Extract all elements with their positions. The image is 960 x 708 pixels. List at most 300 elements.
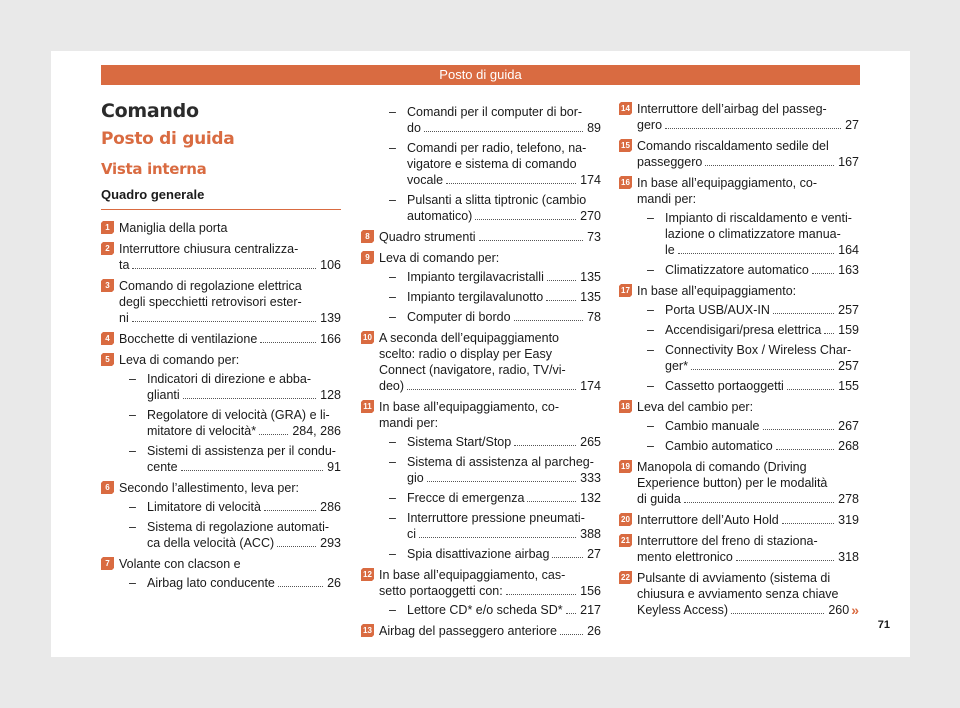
dash-marker: – xyxy=(647,343,654,357)
entry-text: degli specchietti retrovisori ester- xyxy=(119,295,302,309)
dot-leader xyxy=(763,429,835,430)
entry-line xyxy=(637,175,859,191)
entry-text: Computer di bordo xyxy=(407,310,511,324)
section-header: Posto di guida xyxy=(101,65,860,85)
entry-text: mitatore di velocità* xyxy=(147,424,257,438)
dot-leader xyxy=(691,369,834,370)
entry-text: Impianto tergilavalunotto xyxy=(407,290,544,304)
entry-text: passeggero xyxy=(637,155,703,169)
entry-text: ni xyxy=(119,311,129,325)
entry-line xyxy=(637,459,859,475)
entry-text: Cambio manuale xyxy=(665,419,760,433)
dash-marker: – xyxy=(389,270,396,284)
entry-text: In base all’equipaggiamento: xyxy=(637,284,797,298)
entry-text: Cassetto portaoggetti xyxy=(665,379,784,393)
page-ref[interactable]: 135 xyxy=(580,290,601,304)
dash-marker: – xyxy=(647,439,654,453)
entry-line xyxy=(665,302,859,318)
entry-text: Pulsanti a slitta tiptronic (cambio xyxy=(407,193,587,207)
page-ref[interactable]: 155 xyxy=(838,379,859,393)
toc-subentry xyxy=(119,519,341,551)
entry-text: Regolatore di velocità (GRA) e li- xyxy=(147,408,330,422)
page-number: 71 xyxy=(877,619,890,631)
entry-text: Sistema di regolazione automati- xyxy=(147,520,330,534)
entry-line xyxy=(119,556,341,572)
entry-line xyxy=(637,512,859,528)
page-ref[interactable]: 333 xyxy=(580,471,601,485)
toc-entry xyxy=(619,283,859,394)
page-ref[interactable]: 388 xyxy=(580,527,601,541)
entry-line xyxy=(147,519,341,535)
entry-text: Porta USB/AUX-IN xyxy=(665,303,770,317)
entry-text: Cambio automatico xyxy=(665,439,773,453)
dash-marker: – xyxy=(129,576,136,590)
entry-text: Leva del cambio per: xyxy=(637,400,754,414)
page-ref[interactable]: 174 xyxy=(580,379,601,393)
entry-text: chiusura e avviamento senza chiave xyxy=(637,587,839,601)
toc-subentry xyxy=(379,602,601,618)
dash-marker: – xyxy=(389,141,396,155)
column-1 xyxy=(101,101,341,596)
entry-text: ta xyxy=(119,258,130,272)
entry-text: Airbag del passeggero anteriore xyxy=(379,624,557,638)
dot-leader xyxy=(705,165,834,166)
entry-line xyxy=(379,229,601,245)
entry-line xyxy=(147,575,341,591)
entry-text: Keyless Access) xyxy=(637,603,729,617)
dot-leader xyxy=(446,183,576,184)
dash-marker: – xyxy=(389,435,396,449)
entry-text: Bocchette di ventilazione xyxy=(119,332,258,346)
entry-line xyxy=(407,269,601,285)
entry-line xyxy=(147,371,341,387)
entry-text: deo) xyxy=(379,379,405,393)
entry-line xyxy=(407,208,601,224)
toc-subentry xyxy=(119,371,341,403)
page-ref[interactable]: 260 xyxy=(828,603,850,617)
toc-subentry xyxy=(379,546,601,562)
entry-line xyxy=(147,387,341,403)
entry-text: ger* xyxy=(665,359,688,373)
page-ref[interactable]: 268 xyxy=(838,439,859,453)
toc-subentry xyxy=(119,499,341,515)
entry-line xyxy=(379,378,601,394)
entry-line xyxy=(665,262,859,278)
toc-subentry xyxy=(379,510,601,542)
dot-leader xyxy=(812,273,834,274)
entry-text: Experience button) per le modalità xyxy=(637,476,828,490)
entry-line xyxy=(637,399,859,415)
entry-line xyxy=(147,407,341,423)
entry-text: Connectivity Box / Wireless Char- xyxy=(665,343,852,357)
page-ref[interactable]: 257 xyxy=(838,303,859,317)
toc-subentry xyxy=(379,490,601,506)
toc-subentry xyxy=(379,192,601,224)
dash-marker: – xyxy=(389,455,396,469)
entry-line xyxy=(119,480,341,496)
entry-line xyxy=(119,331,341,347)
entry-line xyxy=(665,226,859,242)
entry-text: lazione o climatizzatore manua- xyxy=(665,227,841,241)
toc-subentry xyxy=(637,262,859,278)
entry-text: Interruttore dell’Auto Hold xyxy=(637,513,779,527)
entry-line xyxy=(407,156,601,172)
entry-text: mandi per: xyxy=(637,192,697,206)
page-ref[interactable]: 265 xyxy=(580,435,601,449)
dot-leader xyxy=(546,300,576,301)
callout-number-icon: 22 xyxy=(619,571,632,584)
entry-line xyxy=(147,443,341,459)
entry-line xyxy=(665,322,859,338)
entry-text: gio xyxy=(407,471,424,485)
entry-line xyxy=(407,172,601,188)
entry-text: Leva di comando per: xyxy=(119,353,240,367)
callout-number-icon: 2 xyxy=(101,242,114,255)
entry-line xyxy=(119,294,341,310)
page-ref[interactable]: 319 xyxy=(838,513,859,527)
page-ref[interactable]: 26 xyxy=(327,576,341,590)
entry-text: automatico) xyxy=(407,209,473,223)
page-ref[interactable]: 91 xyxy=(327,460,341,474)
callout-number-icon: 16 xyxy=(619,176,632,189)
toc-entry xyxy=(361,250,601,325)
toc-entry xyxy=(619,533,859,565)
entry-line xyxy=(637,191,859,207)
entry-text: Volante con clacson e xyxy=(119,557,241,571)
entry-text: Interruttore del freno di staziona- xyxy=(637,534,818,548)
dot-leader xyxy=(787,389,834,390)
entry-text: le xyxy=(665,243,675,257)
dot-leader xyxy=(427,481,576,482)
toc-subentry xyxy=(119,575,341,591)
entry-line xyxy=(147,423,341,439)
dot-leader xyxy=(736,560,834,561)
dot-leader xyxy=(278,586,323,587)
callout-number-icon: 3 xyxy=(101,279,114,292)
page-ref[interactable]: 156 xyxy=(580,584,601,598)
entry-line xyxy=(119,257,341,273)
toc-subentry xyxy=(637,210,859,258)
entry-line xyxy=(379,399,601,415)
dash-marker: – xyxy=(647,419,654,433)
page-ref[interactable]: 174 xyxy=(580,173,601,187)
toc-subentry xyxy=(379,269,601,285)
entry-line xyxy=(119,241,341,257)
page-ref[interactable]: 318 xyxy=(838,550,859,564)
page-ref[interactable]: 159 xyxy=(838,323,859,337)
callout-number-icon: 10 xyxy=(361,331,374,344)
toc-entry xyxy=(361,623,601,639)
dot-leader xyxy=(566,613,577,614)
page-ref[interactable]: 278 xyxy=(838,492,859,506)
toc-entry xyxy=(361,330,601,394)
entry-line xyxy=(407,104,601,120)
entry-line xyxy=(665,418,859,434)
dot-leader xyxy=(132,321,316,322)
entry-line xyxy=(407,289,601,305)
entry-text: Frecce di emergenza xyxy=(407,491,525,505)
entry-line xyxy=(407,120,601,136)
dash-marker: – xyxy=(389,105,396,119)
entry-text: Limitatore di velocità xyxy=(147,500,261,514)
toc-entry xyxy=(101,480,341,551)
entry-line xyxy=(379,583,601,599)
toc-entry xyxy=(619,512,859,528)
callout-number-icon: 20 xyxy=(619,513,632,526)
page-ref[interactable]: 270 xyxy=(580,209,601,223)
dash-marker: – xyxy=(389,290,396,304)
page-ref[interactable]: 286 xyxy=(320,500,341,514)
dash-marker: – xyxy=(129,444,136,458)
callout-number-icon: 7 xyxy=(101,557,114,570)
entry-line xyxy=(637,283,859,299)
page-ref[interactable]: 27 xyxy=(587,547,601,561)
page-ref[interactable]: 135 xyxy=(580,270,601,284)
page-ref[interactable]: 257 xyxy=(838,359,859,373)
dash-marker: – xyxy=(389,491,396,505)
entry-line xyxy=(637,533,859,549)
entry-text: Connect (navigatore, radio, TV/vi- xyxy=(379,363,566,377)
entry-line xyxy=(637,586,859,602)
entry-text: In base all’equipaggiamento, cas- xyxy=(379,568,566,582)
entry-text: glianti xyxy=(147,388,180,402)
toc-entry xyxy=(101,278,341,326)
entry-text: Lettore CD* e/o scheda SD* xyxy=(407,603,563,617)
dash-marker: – xyxy=(389,511,396,525)
page-ref[interactable]: 89 xyxy=(587,121,601,135)
toc-entry xyxy=(619,175,859,278)
dot-leader xyxy=(514,445,576,446)
dot-leader xyxy=(264,510,316,511)
entry-line xyxy=(665,210,859,226)
entry-line xyxy=(379,567,601,583)
callout-number-icon: 12 xyxy=(361,568,374,581)
entry-text: Indicatori di direzione e abba- xyxy=(147,372,311,386)
toc-list-2 xyxy=(361,104,601,639)
entry-line xyxy=(147,459,341,475)
dot-leader xyxy=(678,253,834,254)
entry-line xyxy=(379,330,601,346)
entry-text: scelto: radio o display per Easy xyxy=(379,347,553,361)
toc-entry xyxy=(619,570,859,618)
page-ref[interactable]: 217 xyxy=(580,603,601,617)
entry-text: Sistema di assistenza al parcheg- xyxy=(407,455,594,469)
entry-text: Climatizzatore automatico xyxy=(665,263,809,277)
dot-leader xyxy=(407,389,576,390)
entry-line xyxy=(407,470,601,486)
dot-leader xyxy=(782,523,834,524)
toc-entry xyxy=(619,138,859,170)
page-ref[interactable]: 132 xyxy=(580,491,601,505)
dash-marker: – xyxy=(129,408,136,422)
page-ref[interactable]: 163 xyxy=(838,263,859,277)
dot-leader xyxy=(259,434,288,435)
dot-leader xyxy=(560,634,583,635)
toc-subentry xyxy=(119,407,341,439)
entry-line xyxy=(637,491,859,507)
entry-line xyxy=(407,510,601,526)
toc-subentry xyxy=(379,104,601,136)
dot-leader xyxy=(773,313,834,314)
page-ref[interactable]: 166 xyxy=(320,332,341,346)
dot-leader xyxy=(506,594,576,595)
page-ref[interactable]: 139 xyxy=(320,311,341,325)
entry-text: gero xyxy=(637,118,663,132)
dash-marker: – xyxy=(647,211,654,225)
entry-line xyxy=(637,602,859,618)
entry-text: Comandi per il computer di bor- xyxy=(407,105,583,119)
page-ref[interactable]: 167 xyxy=(838,155,859,169)
entry-line xyxy=(119,220,341,236)
callout-number-icon: 11 xyxy=(361,400,374,413)
dot-leader xyxy=(132,268,316,269)
toc-entry xyxy=(361,399,601,562)
entry-text: Comando di regolazione elettrica xyxy=(119,279,302,293)
toc-subentry xyxy=(637,418,859,434)
entry-text: Quadro strumenti xyxy=(379,230,476,244)
dot-leader xyxy=(776,449,834,450)
entry-text: Airbag lato conducente xyxy=(147,576,275,590)
toc-subentry xyxy=(637,342,859,374)
entry-line xyxy=(407,602,601,618)
entry-line xyxy=(407,454,601,470)
entry-text: A seconda dell’equipaggiamento xyxy=(379,331,559,345)
entry-line xyxy=(637,117,859,133)
dash-marker: – xyxy=(389,193,396,207)
entry-line xyxy=(379,415,601,431)
entry-text: Interruttore dell’airbag del passeg- xyxy=(637,102,827,116)
entry-line xyxy=(407,546,601,562)
overview-title: Quadro generale xyxy=(101,187,341,210)
toc-subentry xyxy=(379,309,601,325)
dash-marker: – xyxy=(647,323,654,337)
page-ref[interactable]: 27 xyxy=(845,118,859,132)
dot-leader xyxy=(547,280,576,281)
page-ref[interactable]: 26 xyxy=(587,624,601,638)
entry-line xyxy=(637,549,859,565)
entry-text: di guida xyxy=(637,492,681,506)
entry-line xyxy=(637,154,859,170)
entry-text: Comandi per radio, telefono, na- xyxy=(407,141,587,155)
column-2 xyxy=(361,101,601,644)
entry-text: cente xyxy=(147,460,178,474)
entry-text: do xyxy=(407,121,421,135)
entry-line xyxy=(665,342,859,358)
entry-text: Manopola di comando (Driving xyxy=(637,460,807,474)
dot-leader xyxy=(183,398,316,399)
dash-marker: – xyxy=(129,372,136,386)
dash-marker: – xyxy=(389,547,396,561)
page-ref[interactable]: 73 xyxy=(587,230,601,244)
dash-marker: – xyxy=(389,603,396,617)
page-ref[interactable]: 106 xyxy=(320,258,341,272)
toc-subentry xyxy=(119,443,341,475)
page-ref[interactable]: 128 xyxy=(320,388,341,402)
page-ref[interactable]: 164 xyxy=(838,243,859,257)
toc-subentry xyxy=(637,302,859,318)
entry-line xyxy=(637,138,859,154)
toc-subentry xyxy=(637,322,859,338)
dash-marker: – xyxy=(647,303,654,317)
callout-number-icon: 15 xyxy=(619,139,632,152)
entry-line xyxy=(407,140,601,156)
section-title: Posto di guida xyxy=(101,129,235,149)
entry-text: ci xyxy=(407,527,417,541)
dot-leader xyxy=(479,240,584,241)
toc-subentry xyxy=(637,378,859,394)
entry-line xyxy=(119,352,341,368)
page-ref[interactable]: 284, 286 xyxy=(292,424,341,438)
chapter-title: Comando xyxy=(101,100,199,122)
entry-line xyxy=(379,623,601,639)
page-ref[interactable]: 78 xyxy=(587,310,601,324)
entry-line xyxy=(407,490,601,506)
dot-leader xyxy=(277,546,316,547)
entry-line xyxy=(637,101,859,117)
callout-number-icon: 17 xyxy=(619,284,632,297)
entry-line xyxy=(147,499,341,515)
entry-line xyxy=(665,358,859,374)
dot-leader xyxy=(260,342,316,343)
toc-entry xyxy=(619,399,859,454)
callout-number-icon: 14 xyxy=(619,102,632,115)
entry-text: Impianto di riscaldamento e venti- xyxy=(665,211,852,225)
entry-line xyxy=(665,378,859,394)
dash-marker: – xyxy=(647,263,654,277)
entry-text: Interruttore pressione pneumati- xyxy=(407,511,585,525)
entry-text: Pulsante di avviamento (sistema di xyxy=(637,571,831,585)
dash-marker: – xyxy=(389,310,396,324)
dot-leader xyxy=(514,320,584,321)
entry-text: In base all’equipaggiamento, co- xyxy=(379,400,559,414)
entry-text: Impianto tergilavacristalli xyxy=(407,270,544,284)
callout-number-icon: 13 xyxy=(361,624,374,637)
toc-entry xyxy=(361,104,601,224)
page-ref[interactable]: 267 xyxy=(838,419,859,433)
entry-line xyxy=(147,535,341,551)
toc-list-1 xyxy=(101,220,341,591)
entry-line xyxy=(665,242,859,258)
entry-line xyxy=(637,570,859,586)
entry-line xyxy=(407,192,601,208)
page-ref[interactable]: 293 xyxy=(320,536,341,550)
entry-text: ca della velocità (ACC) xyxy=(147,536,275,550)
callout-number-icon: 21 xyxy=(619,534,632,547)
toc-entry xyxy=(101,331,341,347)
entry-text: mento elettronico xyxy=(637,550,733,564)
callout-number-icon: 9 xyxy=(361,251,374,264)
entry-line xyxy=(665,438,859,454)
entry-line xyxy=(379,346,601,362)
toc-list-3 xyxy=(619,101,859,618)
callout-number-icon: 19 xyxy=(619,460,632,473)
entry-text: Leva di comando per: xyxy=(379,251,500,265)
dot-leader xyxy=(419,537,576,538)
callout-number-icon: 8 xyxy=(361,230,374,243)
toc-entry xyxy=(101,352,341,475)
entry-line xyxy=(407,526,601,542)
entry-line xyxy=(407,434,601,450)
toc-entry xyxy=(361,567,601,618)
dot-leader xyxy=(731,613,824,614)
column-3 xyxy=(619,101,859,623)
toc-entry xyxy=(101,220,341,236)
callout-number-icon: 4 xyxy=(101,332,114,345)
dot-leader xyxy=(424,131,583,132)
continue-icon: » xyxy=(851,602,859,618)
entry-text: In base all’equipaggiamento, co- xyxy=(637,176,817,190)
entry-text: vocale xyxy=(407,173,444,187)
